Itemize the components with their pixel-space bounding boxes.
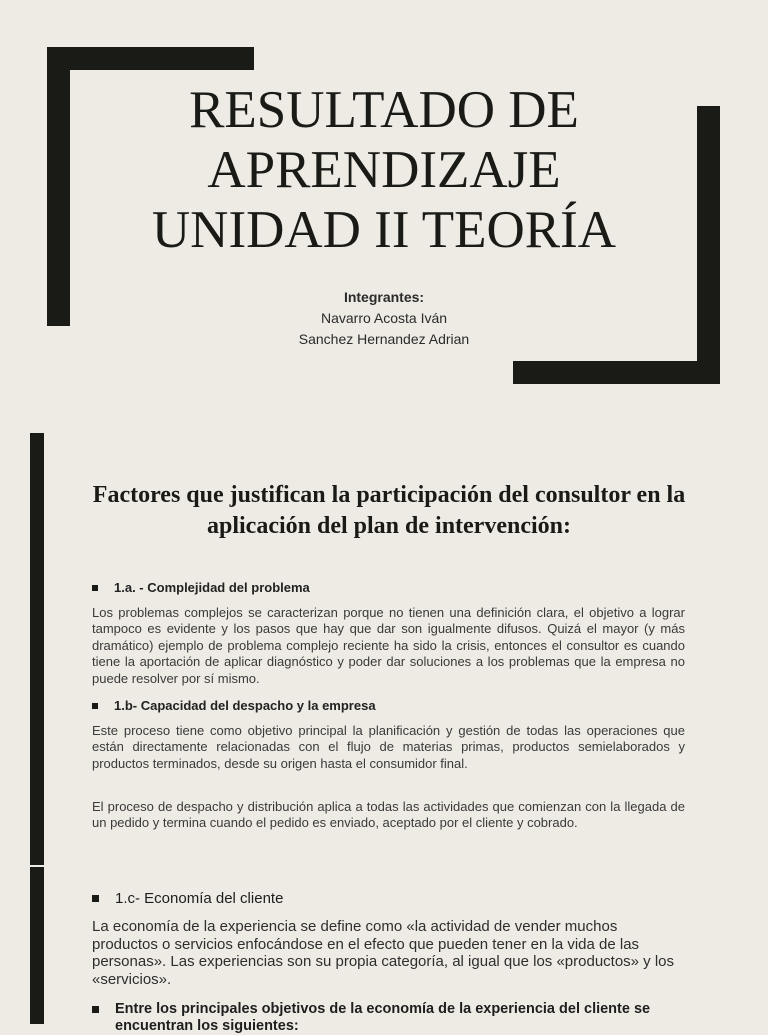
bullet-economia [92,890,283,907]
bullet-objetivos [92,1001,695,1035]
bullet-complejidad [92,580,310,595]
bullet-label: 1.c- Economía del cliente [115,890,284,907]
square-bullet-icon [92,703,98,709]
bullet-capacidad [92,698,376,713]
paragraph-complejidad: Los problemas complejos se caracterizan porque no tienen una definición clara, el objetivo a lograr tampoco es evidente y los pasos que hay que dar son igualmente difusos. Quizá el mayor (y más dramático) ejemplo de problema complejo reciente ha sido la crisis, entonces el consultor es cuando tiene la aportación de aplicar diagnóstico y poder dar soluciones a los problemas que la empresa no puede resolver por sí mismo. [92,605,685,686]
title-line-3: UNIDAD II TEORÍA [151,201,617,259]
frame-top-left-horizontal [47,47,254,70]
bullet-label: Entre los principales objetivos de la economía de la experiencia del cliente se encuentran los siguientes: [115,1001,651,1034]
member-name: Sanchez Hernandez Adrian [298,331,470,347]
bullet-label: 1.b- Capacidad del despacho y la empresa [114,698,376,713]
title-line-2: APRENDIZAJE [207,141,561,199]
frame-bottom-right-horizontal [513,361,720,384]
members-label: Integrantes: [343,289,425,305]
square-bullet-icon [92,1006,99,1013]
paragraph-capacidad-1: Este proceso tiene como objetivo principal la planificación y gestión de todas las operaciones que están directamente relacionadas con el flujo de materias primas, productos semielaborados y productos terminados, desde su origen hasta el consumidor final. [92,723,685,771]
slide-title [60,80,708,260]
square-bullet-icon [92,585,98,591]
members-block [200,287,568,350]
member-name: Navarro Acosta Iván [320,310,448,326]
paragraph-economia: La economía de la experiencia se define como «la actividad de vender muchos productos o servicios enfocándose en el efecto que pueden tener en la vida de las personas». Las experiencias son su propia categoría, al igual que los «productos» y los «servicios». [92,918,675,988]
section-heading: Factores que justifican la participación del consultor en la aplicación del plan de intervención: [92,482,686,539]
paragraph-capacidad-2: El proceso de despacho y distribución aplica a todas las actividades que comienzan con la llegada de un pedido y termina cuando el pedido es enviado, aceptado por el cliente y cobrado. [92,799,685,831]
title-line-1: RESULTADO DE [189,81,579,139]
bullet-label: 1.a. - Complejidad del problema [114,580,310,595]
square-bullet-icon [92,895,99,902]
left-accent-bar-slide2 [30,433,44,865]
left-accent-bar-slide3 [30,867,44,1024]
